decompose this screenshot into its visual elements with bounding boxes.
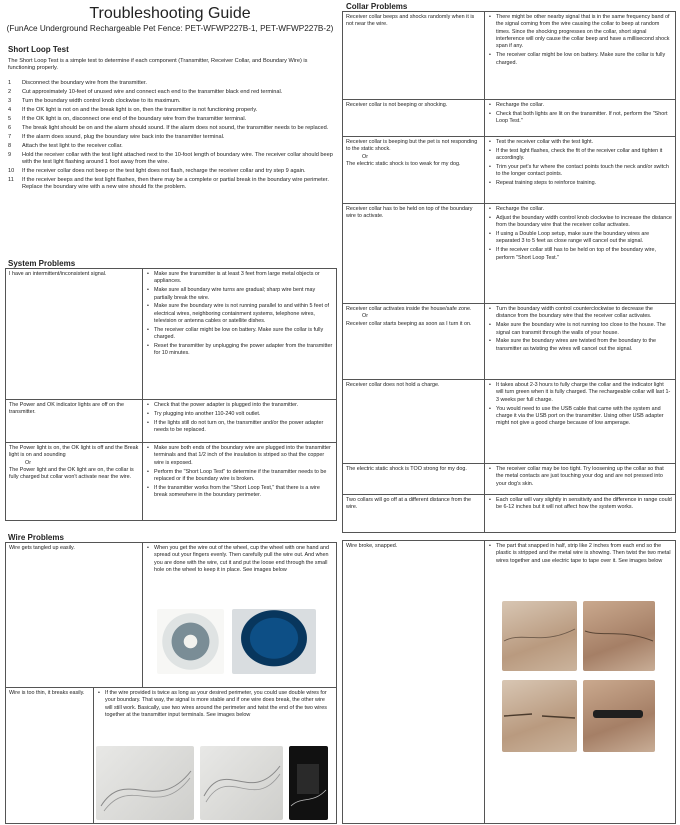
- step-number: 5: [8, 115, 12, 122]
- solution-cell: [143, 269, 337, 400]
- problem-text: The electric static shock is TOO strong for my dog.: [346, 466, 467, 472]
- short-loop-step: [8, 177, 334, 192]
- problem-text: I have an intermittent/inconsistent signal.: [9, 271, 107, 277]
- system-problems-title: System Problems: [8, 259, 76, 268]
- short-loop-step: [8, 143, 334, 150]
- solution-item: • Test the receiver collar with the test light.: [488, 139, 672, 146]
- table-row: [343, 137, 676, 204]
- problem-cell: [343, 464, 485, 495]
- table-row: [343, 380, 676, 464]
- solution-item: • You would need to use the USB cable that came with the system and charge it via the USB port on the transmitter. Using other USB adapter might not give a good charge because of low amperage.: [488, 406, 672, 428]
- step-number: 6: [8, 124, 12, 131]
- short-loop-step: [8, 168, 334, 175]
- solution-cell: [485, 12, 676, 100]
- short-loop-step: [8, 152, 334, 167]
- problem-text: Two collars will go off at a different distance from the wire.: [346, 497, 472, 511]
- solution-cell: [485, 304, 676, 380]
- problem-text: The electric static shock is too weak for my dog.: [346, 161, 461, 168]
- snapped-wire-image-4: [583, 680, 655, 752]
- solution-item: • Perform the "Short Loop Test" to determine if the transmitter needs to be replaced or if the boundary wire is broken.: [146, 469, 333, 484]
- short-loop-steps: [8, 80, 334, 193]
- solution-item: • Make sure all boundary wire turns are gradual; sharp wire bent may partially break the wire.: [146, 287, 333, 302]
- short-loop-step: [8, 89, 334, 96]
- collar-problems-table: [342, 11, 676, 533]
- step-number: 11: [8, 177, 14, 184]
- solution-cell: [485, 137, 676, 204]
- step-number: 9: [8, 151, 12, 158]
- page-subtitle: (FunAce Underground Rechargeable Pet Fence: PET-WFWP227B-1, PET-WFWP227B-2): [6, 24, 334, 33]
- solution-item: • The receiver collar might be low on battery. Make sure the collar is fully charged.: [146, 327, 333, 342]
- solution-item: • Try plugging into another 110-240 volt outlet.: [146, 411, 333, 418]
- solution-item: • If using a Double Loop setup, make sure the boundary wires are separated 3 to 5 feet as close range will cancel out the signal.: [488, 231, 672, 246]
- solution-item: • Recharge the collar.: [488, 206, 672, 213]
- double-wire-image-2: [200, 746, 283, 820]
- solution-item: • Check that the power adapter is plugged into the transmitter.: [146, 402, 333, 409]
- solution-item: • Check that both lights are lit on the transmitter. If not, perform the "Short Loop Test.": [488, 111, 672, 126]
- step-number: 8: [8, 142, 12, 149]
- problem-text: Receiver collar beeps and shocks randomly when it is not near the wire.: [346, 14, 475, 28]
- problem-or: Or: [362, 313, 368, 320]
- wire-thin-solution: • If the wire provided is twice as long as your desired perimeter, you could use double wires for your boundary. That way, the signal is more stable and if one wire does break, the other wire will still work. Basically, use two wires around the perimeter and twist the end of the two wires together at the transmitter input terminals. See images below: [97, 690, 333, 719]
- solution-item: • Make sure the boundary wire is not running parallel to and within 5 feet of electrical wires, neighboring containment systems, telephone wires, television or antenna cables or satellite dishes.: [146, 303, 333, 325]
- table-row: [343, 204, 676, 304]
- step-number: 2: [8, 88, 12, 95]
- solution-item: • If the lights still do not turn on, the transmitter and/or the power adapter needs to be replaced.: [146, 420, 333, 435]
- problem-cell: [343, 100, 485, 137]
- wire-snapped-solution: • The part that snapped in half, strip like 2 inches from each end so the plastic is stripped and the metal wire is showing. Then twist the two metal wires together and use electric tape to tape over it. See images below: [488, 543, 672, 565]
- solution-item: • If the transmitter works from the "Short Loop Test," that there is a wire break somewhere in the boundary perimeter.: [146, 485, 333, 500]
- problem-or: Or: [362, 153, 368, 160]
- problem-cell: [6, 400, 143, 443]
- wire-tangled-solution: • When you get the wire out of the wheel, cup the wheel with one hand and spread out your fingers evenly. Then carefully pull the wire out. And when you are done with the wire, cut it and put the loose end through the small hole on the wheel to keep it in place. See images below: [146, 545, 333, 574]
- short-loop-step: [8, 107, 334, 114]
- white-wire-spool-image: [157, 609, 224, 674]
- problem-text: Receiver collar has to be held on top of the boundary wire to activate.: [346, 206, 473, 220]
- transmitter-terminal-image: [289, 746, 328, 820]
- solution-cell: [485, 204, 676, 304]
- problem-cell: [343, 137, 485, 204]
- step-text: If the OK light is on, disconnect one end of the boundary wire from the transmitter terminal.: [22, 115, 247, 122]
- short-loop-step: [8, 116, 334, 123]
- step-text: If the alarm does sound, plug the boundary wire back into the transmitter terminal.: [22, 133, 225, 140]
- step-text: If the receiver collar does not beep or the test light does not flash, recharge the receiver collar and try step 9 again.: [22, 168, 306, 175]
- step-number: 7: [8, 133, 12, 140]
- wire-tangled-problem: Wire gets tangled up easily.: [6, 543, 143, 688]
- step-text: The break light should be on and the alarm should sound. If the alarm does not sound, the transmitter needs to be replaced.: [22, 124, 329, 131]
- solution-cell: [485, 380, 676, 464]
- problem-cell: [343, 304, 485, 380]
- table-row: [6, 443, 337, 521]
- step-text: Hold the receiver collar with the test light attached next to the 10-foot length of boundary wire. The receiver collar should beep with the test light flashing around 1 foot away from the wire.: [22, 151, 333, 166]
- step-number: 3: [8, 97, 12, 104]
- table-row: [343, 495, 676, 533]
- solution-item: • Each collar will vary slightly in sensitivity and the difference in range could be 6-12 inches but it will not affect how the system works.: [488, 497, 672, 512]
- problem-or: Or: [25, 459, 31, 466]
- solution-item: • Adjust the boundary width control knob clockwise to increase the distance from the boundary wire that the receiver collar activates.: [488, 215, 672, 230]
- table-row: [6, 269, 337, 400]
- solution-item: • The receiver collar may be too tight. Try loosening up the collar so that the metal contacts are just touching your dog and are not pressed into your dog's skin.: [488, 466, 672, 488]
- wire-thin-problem: Wire is too thin, it breaks easily.: [6, 688, 94, 824]
- wire-problems-title: Wire Problems: [8, 533, 64, 542]
- table-row: [6, 400, 337, 443]
- problem-cell: [343, 12, 485, 100]
- snapped-wire-image-3: [502, 680, 577, 752]
- solution-item: • Make sure the transmitter is at least 3 feet from large metal objects or appliances.: [146, 271, 333, 286]
- blue-wire-spool-image: [232, 609, 316, 674]
- step-text: Turn the boundary width control knob clockwise to its maximum.: [22, 97, 181, 104]
- problem-text: Receiver collar is beeping but the pet is not responding to the static shock.: [346, 139, 478, 153]
- problem-text: Receiver collar is not beeping or shocking.: [346, 102, 448, 108]
- step-text: Attach the test light to the receiver collar.: [22, 142, 123, 149]
- solution-cell: [143, 400, 337, 443]
- solution-item: • There might be other nearby signal that is in the same frequency band of the signal coming from the wire causing the collar to beep at random times. Since the shocking progresses on the collar, short signal interference will only cause the collar beep and have a millisecond shock span if any.: [488, 14, 672, 51]
- collar-problems-title: Collar Problems: [346, 2, 408, 11]
- short-loop-step: [8, 134, 334, 141]
- problem-text: Receiver collar activates inside the house/safe zone.: [346, 306, 472, 312]
- solution-cell: [485, 464, 676, 495]
- short-loop-step: [8, 80, 334, 87]
- table-row: [343, 12, 676, 100]
- solution-item: • Make sure the boundary wire is not running too close to the house. The signal can transmit through the walls of your house.: [488, 322, 672, 337]
- problem-text: The Power and OK indicator lights are off on the transmitter.: [9, 402, 124, 416]
- problem-cell: [343, 380, 485, 464]
- solution-item: • Make sure the boundary wires are twisted from the boundary to the transmitter as twisting the wires will cancel out the signal.: [488, 338, 672, 353]
- problem-cell: [6, 269, 143, 400]
- solution-item: • Trim your pet's fur where the contact points touch the neck and/or switch to the longer contact points.: [488, 164, 672, 179]
- step-text: Cut approximately 10-feet of unused wire and connect each end to the transmitter black end red terminal.: [22, 88, 283, 95]
- problem-text: The Power light and the OK light are on, the collar is fully charged but collar won't activate near the wire.: [9, 467, 134, 481]
- problem-text: Receiver collar does not hold a charge.: [346, 382, 440, 388]
- problem-cell: [343, 495, 485, 533]
- short-loop-step: [8, 125, 334, 132]
- solution-item: • Repeat training steps to reinforce training.: [488, 180, 672, 187]
- double-wire-image-1: [96, 746, 194, 820]
- step-number: 4: [8, 106, 12, 113]
- solution-item: • If the test light flashes, check the fit of the receiver collar and tighten it accordingly.: [488, 148, 672, 163]
- table-row: [343, 464, 676, 495]
- table-row: [343, 100, 676, 137]
- short-loop-intro: The Short Loop Test is a simple test to determine if each component (Transmitter, Receiver Collar, and Boundary Wire) is functioning properly.: [8, 58, 308, 72]
- problem-text: Receiver collar starts beeping as soon as I turn it on.: [346, 320, 472, 327]
- step-number: 1: [8, 80, 12, 86]
- solution-item: • Reset the transmitter by unplugging the power adapter from the transmitter for 10 minutes.: [146, 343, 333, 358]
- wire-snapped-problem: Wire broke, snapped.: [343, 541, 485, 824]
- solution-item: • If the receiver collar still has to be held on top of the boundary wire, perform "Short Loop Test.": [488, 247, 672, 262]
- solution-item: • Turn the boundary width control counterclockwise to decrease the distance from the boundary wire that the receiver collar activates.: [488, 306, 672, 321]
- step-text: If the receiver beeps and the test light flashes, then there may be a complete or partial break in the boundary wire perimeter. Replace the boundary wire with a new wire should fix the problem.: [22, 177, 329, 191]
- solution-cell: [485, 100, 676, 137]
- system-problems-table: [5, 268, 337, 521]
- step-text: Disconnect the boundary wire from the transmitter.: [22, 80, 147, 86]
- short-loop-title: Short Loop Test: [8, 45, 69, 54]
- table-row: [343, 304, 676, 380]
- page-title: Troubleshooting Guide: [89, 5, 251, 22]
- problem-text: The Power light is on, the OK light is off and the Break light is on and sounding: [9, 445, 139, 459]
- step-text: If the OK light is not on and the break light is on, then the transmitter is not functioning properly.: [22, 106, 258, 113]
- problem-cell: [6, 443, 143, 521]
- solution-item: • Make sure both ends of the boundary wire are plugged into the transmitter terminals and that 1/2 inch of the insulation is striped so that the copper wire is exposed.: [146, 445, 333, 467]
- short-loop-step: [8, 98, 334, 105]
- snapped-wire-image-2: [583, 601, 655, 671]
- solution-item: • The receiver collar might be low on battery. Make sure the collar is fully charged.: [488, 52, 672, 67]
- problem-cell: [343, 204, 485, 304]
- solution-item: • It takes about 2-3 hours to fully charge the collar and the indicator light will turn green when it is fully charged. The rechargeable collar will last 1-3 weeks per full charge.: [488, 382, 672, 404]
- step-number: 10: [8, 168, 15, 175]
- solution-cell: [485, 495, 676, 533]
- solution-item: • Recharge the collar.: [488, 102, 672, 109]
- solution-cell: [143, 443, 337, 521]
- snapped-wire-image-1: [502, 601, 577, 671]
